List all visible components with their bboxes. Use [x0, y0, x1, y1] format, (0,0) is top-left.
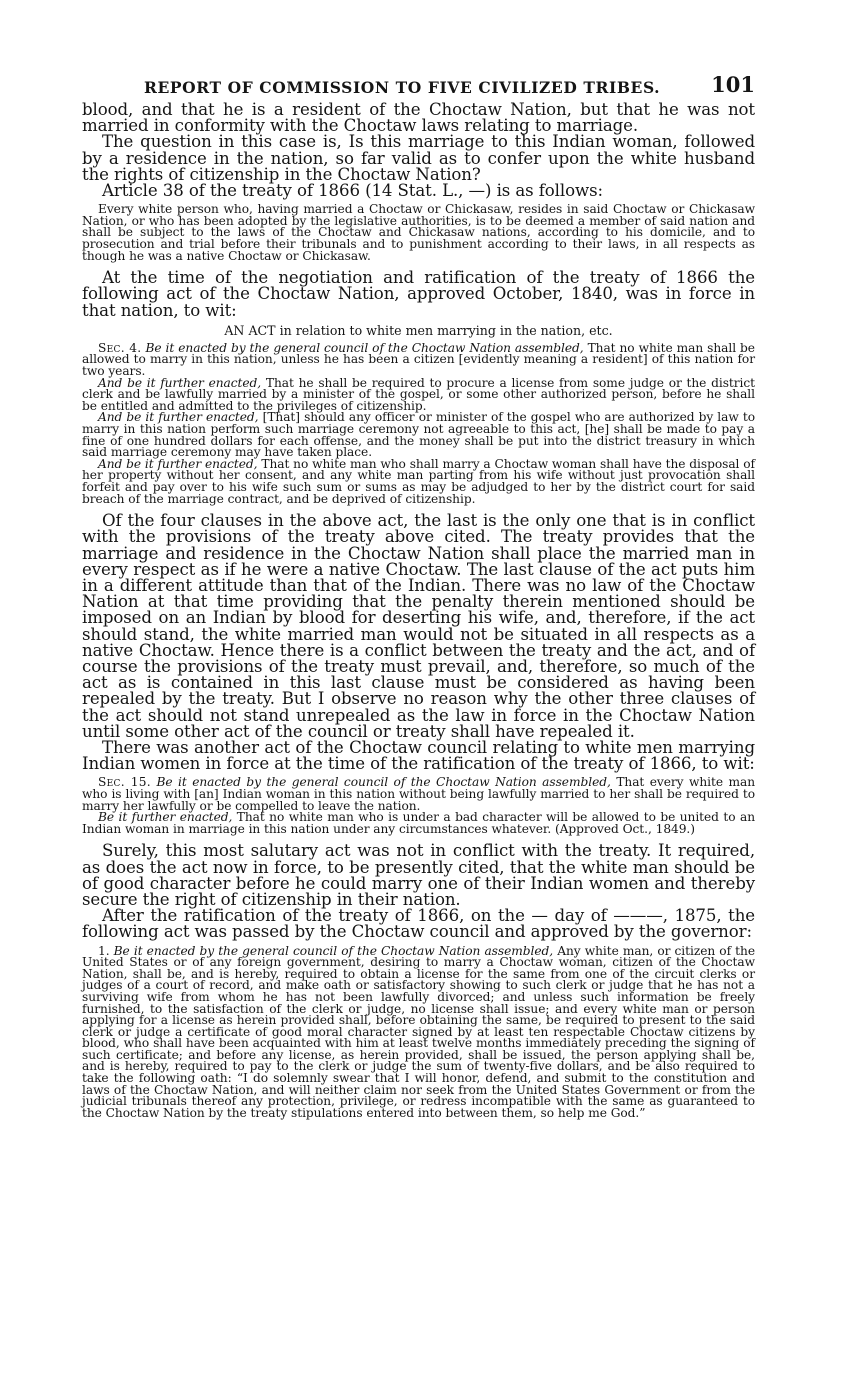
section-text: That every white man who is living with [an] Indian woman in this nation without being lawfully married to her shall be required to marry her lawfully or be compelled to leave the nation. [82, 775, 756, 813]
act-section-15-clause [82, 812, 755, 835]
treaty-quote: Every white person who, having married a Choctaw or Chickasaw, resides in said Choctaw or Chickasaw Nation, or who has been adopted by the legislative authorities, is to be deemed a member of said nation and shall be subject to the laws of the Choctaw and Chickasaw nations, according to his domicile, and to prosecution and trial before their tribunals and to punishment according to their laws, in all respects as though he was a native Choctaw or Chickasaw. [82, 202, 755, 263]
header-title: REPORT OF COMMISSION TO FIVE CIVILIZED TRIBES. [144, 78, 661, 97]
paragraph-another-act: There was another act of the Choctaw council relating to white men marrying Indian women in force at the time of the ratification of the treaty of 1866, to wit: [82, 737, 755, 774]
running-header [82, 70, 755, 102]
act-clause-4 [82, 456, 755, 506]
act-title: AN ACT in relation to white men marrying in the nation, etc. [224, 322, 613, 338]
paragraph-salutary-act: Surely, this most salutary act was not in conflict with the treaty. It required, as does the act now in force, to be presently cited, that the white man should be of good character before he could marry one of their Indian women and thereby secure the right of citizenship in their nation. [82, 841, 755, 909]
paragraph-negotiation: At the time of the negotiation and ratification of the treaty of 1866 the following act of the Choctaw Nation, approved October, 1840, was in force in that nation, to wit: [82, 268, 755, 320]
act-1875-section-1 [82, 943, 755, 1120]
paragraph-article-38: Article 38 of the treaty of 1866 (14 Stat. L., —) is as follows: [102, 181, 603, 201]
section-label: Sec. 4. [98, 340, 142, 355]
act-section-4 [82, 340, 755, 378]
enacting-clause: Be it further enacted, [98, 810, 233, 825]
enacting-clause: And be it further enacted, [98, 375, 262, 390]
enacting-clause: Be it enacted by the general council of the Choctaw Nation assembled, [156, 775, 611, 790]
clause-text: [That] should any officer or minister of the gospel who are authorized by law to marry in this nation perform such marriage ceremony not agreeable to this act, [he] shall be made to pay a fine of one hundred dollars for each offense, and the money shall be put into the district treasury in which said marriage ceremony may have taken place. [82, 410, 755, 460]
document-page [82, 70, 755, 1119]
section-text: Any white man, or citizen of the United States or of any foreign government, desiring to marry a Choctaw woman, citizen of the Choctaw Nation, shall be, and is hereby, required to obtain a license for the same from one of the circuit clerks or judges of a court of record, and make oath or satisfactory showing to such clerk or judge that he has not a surviving wife from whom he has not been lawfully divorced; and unless such information be freely furnished, to the satisfaction of the clerk or judge, no license shall issue; and every white man or person applying for a license as herein provided shall, before obtaining the same, be required to present to the said clerk or judge a certificate of good moral character signed by at least ten respectable Choctaw citizens by blood, who shall have been acquainted with him at least twelve months immediately preceding the signing of such certificate; and before any license, as herein provided, shall be issued, the person applying shall be, and is hereby, required to pay to the clerk or judge the sum of twenty-five dollars, and be also required to take the following oath: “I do solemnly swear that I will honor, defend, and submit to the constitution and laws of the Choctaw Nation, and will neither claim nor seek from the United States Government or from the judicial tribunals thereof any protection, privilege, or redress incompatible with the same as guaranteed to the Choctaw Nation by the treaty stipulations entered into between them, so help me God.” [82, 943, 755, 1120]
section-label: Sec. 15. [98, 775, 151, 790]
enacting-clause: Be it enacted by the general council of the Choctaw Nation assembled, [145, 340, 584, 355]
paragraph-1875-act: After the ratification of the treaty of 1866, on the — day of ———, 1875, the following act was passed by the Choctaw council and approved by the governor: [82, 906, 755, 942]
section-label: 1. [98, 943, 110, 958]
act-clause-3 [82, 412, 755, 458]
section-text: That no white man shall be allowed to marry in this nation, unless he has been a citizen [evidently meaning a resident] of this nation for two years. [82, 340, 755, 378]
act-clause-2 [82, 375, 756, 413]
paragraph-question: The question in this case is, Is this marriage to this Indian woman, followed by a residence in the nation, so far valid as to confer upon the white husband the rights of citizenship in the Choctaw Nation? [82, 132, 755, 184]
page-number: 101 [711, 72, 755, 97]
clause-text: That no white man who shall marry a Choctaw woman shall have the disposal of her property without her consent, and any white man parting from his wife without just provocation shall forfeit and pay over to his wife such sum or sums as may be adjudged to her by the district court for said breach of the marriage contract, and be deprived of citizenship. [82, 456, 755, 506]
act-section-15 [82, 777, 755, 812]
clause-text: That he shall be required to procure a license from some judge or the district clerk and be lawfully married by a minister of the gospel, or some other authorized person, before he shall be entitled and admitted to the privileges of citizenship. [82, 375, 756, 413]
enacting-clause: Be it enacted by the general council of the Choctaw Nation assembled, [113, 943, 554, 958]
enacting-clause: And be it further enacted, [98, 410, 259, 425]
enacting-clause: And be it further enacted, [98, 456, 258, 471]
clause-text: That no white man who is under a bad character will be allowed to be united to an Indian woman in marriage in this nation under any circumstances whatever. (Approved Oct., 1849.) [82, 810, 756, 836]
paragraph-continued: blood, and that he is a resident of the Choctaw Nation, but that he was not married in conformity with the Choctaw laws relating to marriage. [82, 100, 755, 136]
paragraph-four-clauses: Of the four clauses in the above act, the last is the only one that is in conflict with the provisions of the treaty above cited. The treaty provides that the marriage and residence in the Choctaw Nation shall place the married man in every respect as if he were a native Choctaw. The last clause of the act puts him in a different attitude than that of the Indian. There was no law of the Choctaw Nation at that time providing that the penalty therein mentioned should be imposed on an Indian by blood for deserting his wife, and, therefore, if the act should stand, the white married man would not be situated in all respects as a native Choctaw. Hence there is a conflict between the treaty and the act, and of course the provisions of the treaty must prevail, and, therefore, so much of the act as is contained in this last clause must be considered as having been repealed by the treaty. But I observe no reason why the other three clauses of the act should not stand unrepealed as the law in force in the Choctaw Nation until some other act of the council or treaty shall have repealed it. [82, 511, 755, 741]
